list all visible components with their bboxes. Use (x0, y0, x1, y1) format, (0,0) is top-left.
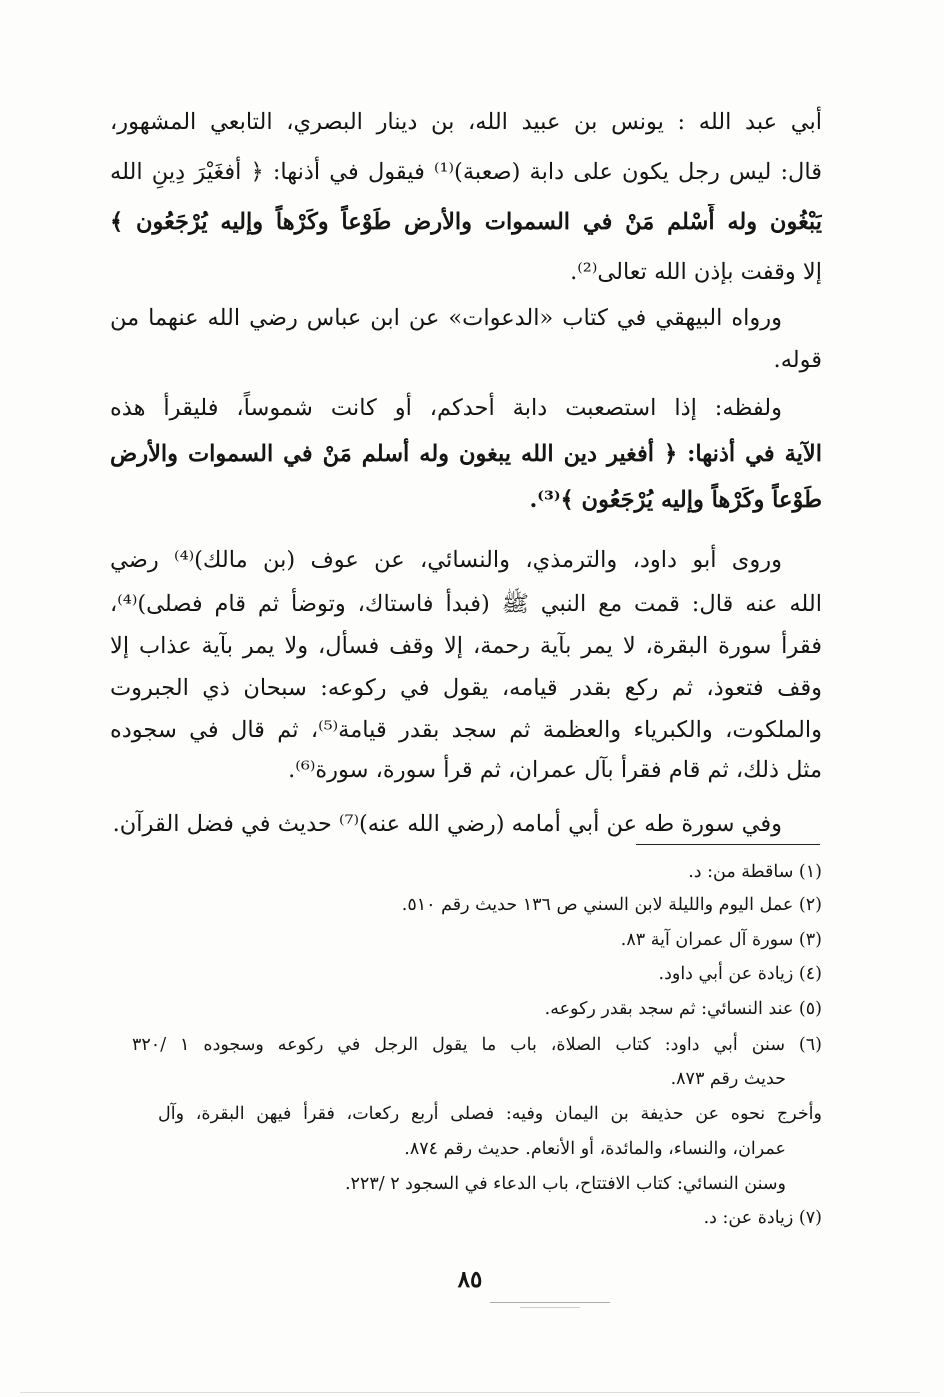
text-line: مثل ذلك، ثم قام فقرأ بآل عمران، ثم قرأ سورة، سورة⁽⁶⁾. (288, 757, 822, 783)
quran-verse-line: الآية في أذنها: ﴿ أفغير دين الله يبغون وله أسلم مَنْ في السموات والأرض (110, 441, 822, 467)
text-line: فقرأ سورة البقرة، لا يمر بآية رحمة، إلا وقف فسأل، ولا يمر بآية عذاب إلا (110, 633, 822, 659)
footnote: (١) ساقطة من: د. (688, 862, 822, 882)
footnote: (٧) زيادة عن: د. (703, 1208, 822, 1228)
footnote: (٤) زيادة عن أبي داود. (658, 964, 822, 984)
text-line: ورواه البيهقي في كتاب «الدعوات» عن ابن عباس رضي الله عنهما من (110, 305, 782, 331)
footnote-continuation: وأخرج نحوه عن حذيفة بن اليمان وفيه: فصلى أربع ركعات، فقرأ فيهن البقرة، وآل (158, 1104, 822, 1124)
text-line: قوله. (773, 347, 822, 373)
footnote-separator (636, 844, 820, 845)
page-number: ٨٥ (457, 1266, 483, 1293)
text-line: والملكوت، والكبرياء والعظمة ثم سجد بقدر قيامة⁽⁵⁾، ثم قال في سجوده (110, 717, 822, 743)
text-line: إلا وقفت بإذن الله تعالى⁽²⁾. (570, 259, 822, 285)
quran-verse-line: طَوْعاً وكَرْهاً وإليه يُرْجَعُون ﴾⁽³⁾. (529, 487, 822, 513)
text-line: وقف فتعوذ، ثم ركع بقدر قيامه، يقول في ركوعه: سبحان ذي الجبروت (110, 675, 822, 701)
scan-artifact (490, 1302, 610, 1303)
quran-verse-line: يَبْغُون وله أَسْلم مَنْ في السموات والأرض طَوْعاً وكَرْهاً وإليه يُرْجَعُون ﴾ (110, 209, 822, 235)
text-line: الله عنه قال: قمت مع النبي ﷺ (فبدأ فاستاك، وتوضأ ثم قام فصلى)⁽⁴⁾، (110, 591, 822, 617)
footnote: (٥) عند النسائي: ثم سجد بقدر ركوعه. (544, 999, 822, 1019)
footnote: (٦) سنن أبي داود: كتاب الصلاة، باب ما يقول الرجل في ركوعه وسجوده ١ /٣٢٠ (132, 1035, 822, 1055)
footnote: (٣) سورة آل عمران آية ٨٣. (620, 930, 822, 950)
text-line: ولفظه: إذا استصعبت دابة أحدكم، أو كانت شموساً، فليقرأ هذه (110, 395, 782, 421)
footnote-continuation: حديث رقم ٨٧٣. (670, 1069, 786, 1089)
text-line: وروى أبو داود، والترمذي، والنسائي، عن عوف (بن مالك)⁽⁴⁾ رضي (110, 547, 782, 573)
scan-artifact (520, 1307, 580, 1308)
footnote-continuation: عمران، والنساء، والمائدة، أو الأنعام. حديث رقم ٨٧٤. (404, 1139, 786, 1159)
scan-edge (20, 1392, 920, 1393)
text-line: وفي سورة طه عن أبي أمامه (رضي الله عنه)⁽⁷⁾ حديث في فضل القرآن. (112, 811, 782, 837)
text-line: أبي عبد الله : يونس بن عبيد الله، بن دينار البصري، التابعي المشهور، (110, 109, 822, 135)
footnote: (٢) عمل اليوم والليلة لابن السني ص ١٣٦ حديث رقم ٥١٠. (401, 895, 822, 915)
text-line: قال: ليس رجل يكون على دابة (صعبة)⁽¹⁾ فيقول في أذنها: ﴿ أفغَيْرَ دِينِ الله (110, 159, 822, 185)
footnote-continuation: وسنن النسائي: كتاب الافتتاح، باب الدعاء في السجود ٢ /٢٢٣. (344, 1174, 786, 1194)
